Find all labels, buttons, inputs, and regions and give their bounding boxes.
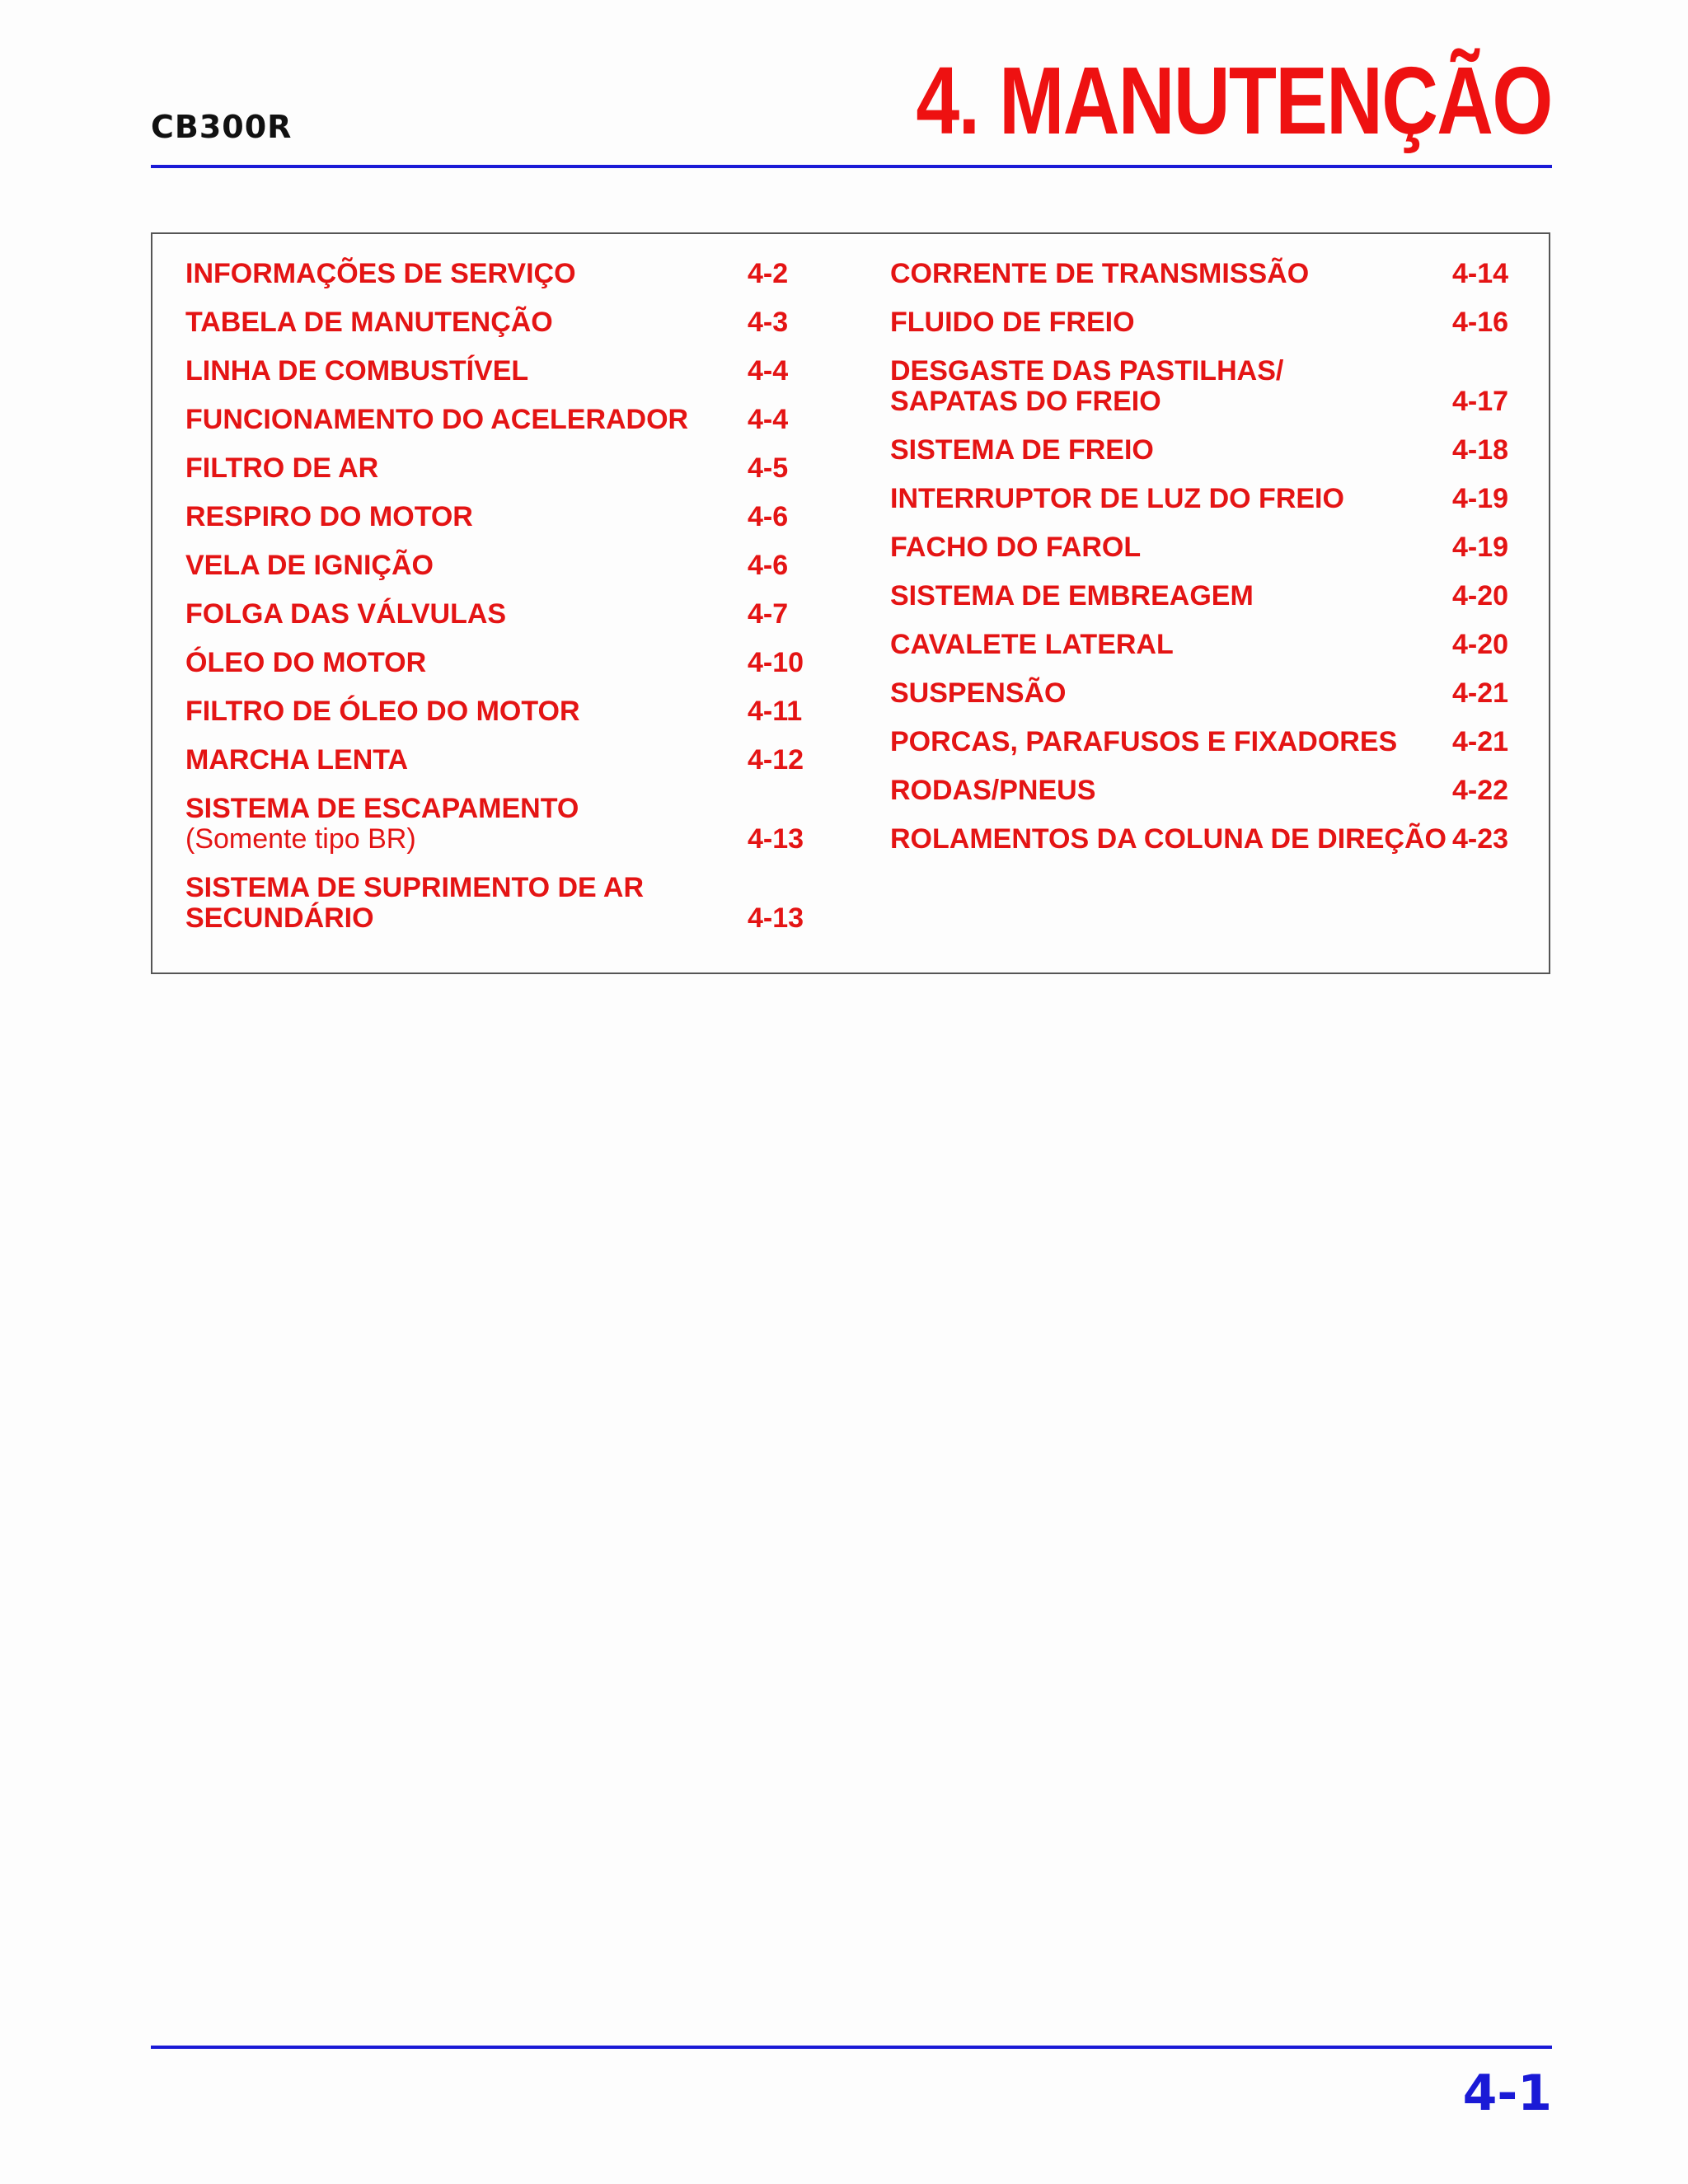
toc-entry[interactable] <box>890 581 1517 612</box>
toc-entry-page: 4-16 <box>1452 307 1509 338</box>
toc-entry-page: 4-11 <box>748 696 803 727</box>
toc-entry-page: 4-20 <box>1452 629 1509 660</box>
toc-entry[interactable] <box>890 356 1517 417</box>
toc-entry-page: 4-12 <box>748 744 804 776</box>
toc-entry[interactable] <box>185 599 812 630</box>
toc-entry[interactable] <box>890 259 1517 289</box>
toc-entry-label: ROLAMENTOS DA COLUNA DE DIREÇÃO <box>890 823 1447 855</box>
toc-entry[interactable] <box>185 745 812 776</box>
toc-column-left <box>185 259 812 952</box>
toc-entry[interactable] <box>185 551 812 581</box>
toc-entry-label: INFORMAÇÕES DE SERVIÇO <box>185 258 576 289</box>
toc-entry-label: ÓLEO DO MOTOR <box>185 647 427 678</box>
toc-entry[interactable] <box>185 307 812 338</box>
toc-entry[interactable] <box>185 502 812 532</box>
toc-entry-label: RESPIRO DO MOTOR <box>185 501 473 532</box>
toc-entry[interactable] <box>890 484 1517 514</box>
toc-entry-page: 4-13 <box>748 902 804 934</box>
toc-entry-label: CAVALETE LATERAL <box>890 629 1174 660</box>
toc-entry-label: MARCHA LENTA <box>185 744 409 776</box>
toc-entry-label: RODAS/PNEUS <box>890 775 1096 806</box>
toc-entry[interactable] <box>185 794 812 855</box>
toc-entry-page: 4-13 <box>748 823 804 855</box>
toc-entry-page: 4-17 <box>1452 386 1509 417</box>
toc-entry-label: FUNCIONAMENTO DO ACELERADOR <box>185 404 689 435</box>
toc-entry-label: FOLGA DAS VÁLVULAS <box>185 598 507 630</box>
toc-entry[interactable] <box>890 776 1517 806</box>
toc-entry-page: 4-22 <box>1452 775 1509 806</box>
toc-entry-page: 4-21 <box>1452 677 1509 709</box>
toc-entry[interactable] <box>185 259 812 289</box>
toc-entry-note: (Somente tipo BR) <box>185 823 416 855</box>
model-name: CB300R <box>151 109 293 145</box>
toc-entry-label: SUSPENSÃO <box>890 677 1067 709</box>
toc-entry-page: 4-21 <box>1452 726 1509 757</box>
toc-entry-page: 4-20 <box>1452 580 1509 612</box>
toc-entry-label: FILTRO DE ÓLEO DO MOTOR <box>185 696 580 727</box>
toc-entry-page: 4-10 <box>748 647 804 678</box>
toc-entry-page: 4-6 <box>748 501 789 532</box>
toc-entry[interactable] <box>185 405 812 435</box>
toc-column-right <box>890 259 1517 873</box>
toc-entry-label: FILTRO DE AR <box>185 452 379 484</box>
toc-entry-page: 4-23 <box>1452 823 1509 855</box>
chapter-title: 4. MANUTENÇÃO <box>916 47 1552 154</box>
toc-entry-page: 4-6 <box>748 550 789 581</box>
toc-entry-label: SISTEMA DE ESCAPAMENTO <box>185 793 579 824</box>
toc-entry[interactable] <box>890 824 1517 855</box>
toc-entry-page: 4-2 <box>748 258 789 289</box>
toc-entry[interactable] <box>185 648 812 678</box>
toc-entry-label: FLUIDO DE FREIO <box>890 307 1135 338</box>
toc-entry-page: 4-14 <box>1452 258 1509 289</box>
toc-entry-page: 4-19 <box>1452 483 1509 514</box>
toc-entry-label: CORRENTE DE TRANSMISSÃO <box>890 258 1310 289</box>
table-of-contents <box>151 232 1550 974</box>
toc-entry[interactable] <box>890 307 1517 338</box>
toc-entry-label: DESGASTE DAS PASTILHAS/ SAPATAS DO FREIO <box>890 355 1284 417</box>
page-number: 4-1 <box>1462 2064 1552 2122</box>
toc-entry-page: 4-3 <box>748 307 789 338</box>
toc-entry-label: LINHA DE COMBUSTÍVEL <box>185 355 529 387</box>
toc-entry-page: 4-7 <box>748 598 789 630</box>
toc-entry[interactable] <box>185 696 812 727</box>
footer-rule <box>151 2046 1552 2049</box>
toc-entry-label: PORCAS, PARAFUSOS E FIXADORES <box>890 726 1398 757</box>
toc-entry[interactable] <box>890 532 1517 563</box>
toc-entry-label: SISTEMA DE SUPRIMENTO DE AR SECUNDÁRIO <box>185 872 645 934</box>
toc-entry-label: TABELA DE MANUTENÇÃO <box>185 307 553 338</box>
toc-entry-label: INTERRUPTOR DE LUZ DO FREIO <box>890 483 1344 514</box>
toc-entry-page: 4-4 <box>748 404 789 435</box>
toc-entry[interactable] <box>890 435 1517 466</box>
toc-entry-label: SISTEMA DE FREIO <box>890 434 1154 466</box>
toc-entry-page: 4-19 <box>1452 532 1509 563</box>
header-rule <box>151 165 1552 168</box>
toc-entry[interactable] <box>185 356 812 387</box>
toc-entry-label: VELA DE IGNIÇÃO <box>185 550 434 581</box>
toc-entry[interactable] <box>890 630 1517 660</box>
toc-entry[interactable] <box>890 727 1517 757</box>
toc-entry-page: 4-18 <box>1452 434 1509 466</box>
toc-entry-label: SISTEMA DE EMBREAGEM <box>890 580 1254 612</box>
toc-entry[interactable] <box>185 453 812 484</box>
toc-entry-label: FACHO DO FAROL <box>890 532 1142 563</box>
toc-entry[interactable] <box>185 873 812 934</box>
toc-entry[interactable] <box>890 678 1517 709</box>
toc-entry-page: 4-4 <box>748 355 789 387</box>
toc-entry-page: 4-5 <box>748 452 789 484</box>
toc-entry-label-group <box>185 794 748 855</box>
